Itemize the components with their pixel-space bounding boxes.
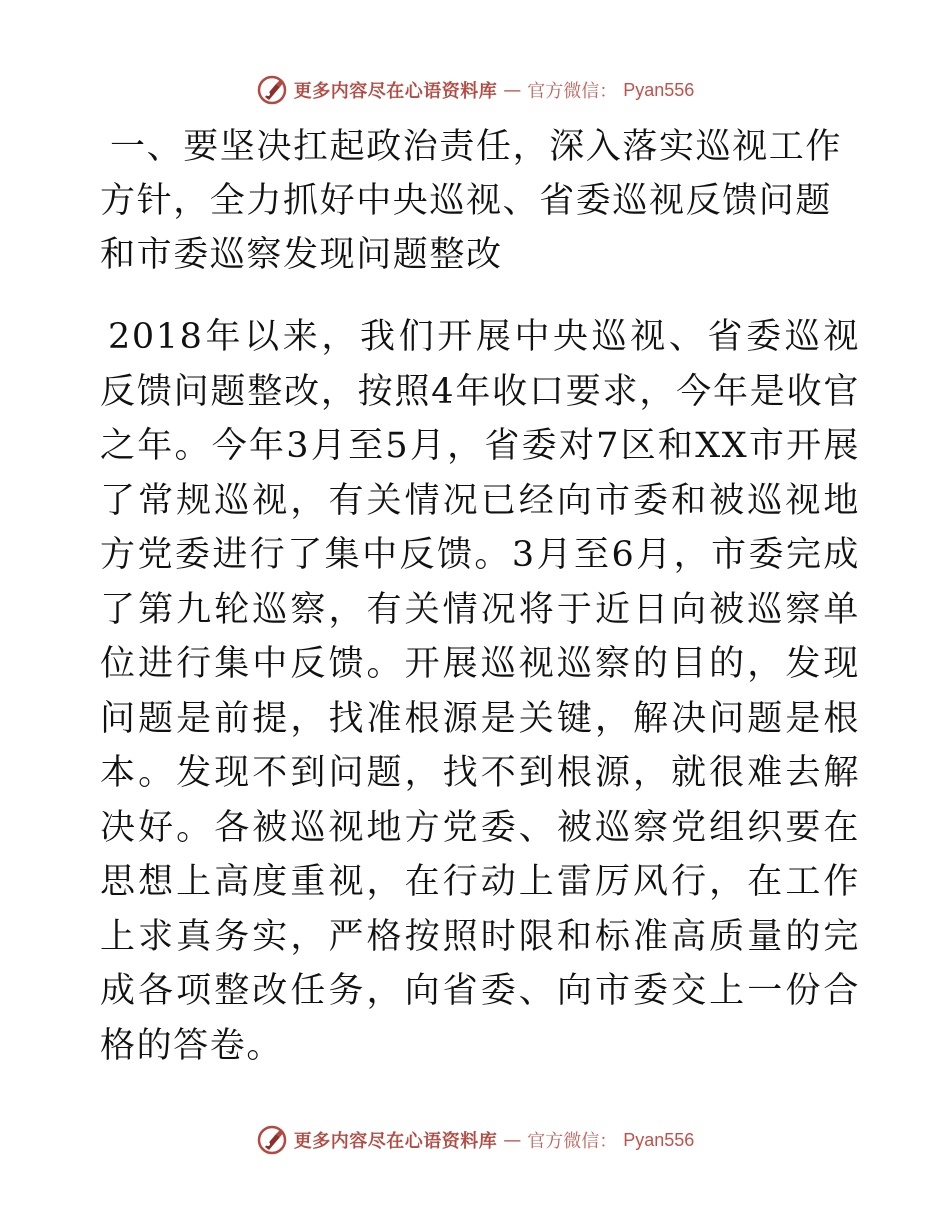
footer-watermark-banner — [0, 1120, 950, 1160]
pen-logo-icon — [256, 1124, 288, 1156]
banner-account-id: Pyan556 — [623, 79, 695, 100]
banner-brand-text: 更多内容尽在心语资料库 — [293, 1131, 498, 1152]
banner-separator: — — [503, 79, 522, 101]
pen-logo-icon — [256, 74, 288, 106]
section-heading: 一、要坚决扛起政治责任，深入落实巡视工作方针，全力抓好中央巡视、省委巡视反馈问题和市委巡察发现问题整改 — [100, 127, 843, 275]
body-paragraph: 2018年以来，我们开展中央巡视、省委巡视反馈问题整改，按照4年收口要求，今年是收官之年。今年3月至5月，省委对7区和XX市开展了常规巡视，有关情况已经向市委和被巡视地方党委进行了集中反馈。3月至6月，市委完成了第九轮巡察，有关情况将于近日向被巡察单位进行集中反馈。开展巡视巡察的目的，发现问题是前提，找准根源是关键，解决问题是根本。发现不到问题，找不到根源，就很难去解决好。各被巡视地方党委、被巡察党组织要在思想上高度重视，在行动上雷厉风行，在工作上求真务实，严格按照时限和标准高质量的完成各项整改任务，向省委、向市委交上一份合格的答卷。 — [100, 317, 860, 1066]
banner-wechat-label: 官方微信： — [527, 81, 618, 102]
banner-separator: — — [503, 1129, 522, 1151]
banner-wechat-label: 官方微信： — [527, 1131, 618, 1152]
header-watermark-banner — [0, 70, 950, 110]
banner-account-id: Pyan556 — [623, 1129, 695, 1150]
banner-brand-text: 更多内容尽在心语资料库 — [293, 81, 498, 102]
